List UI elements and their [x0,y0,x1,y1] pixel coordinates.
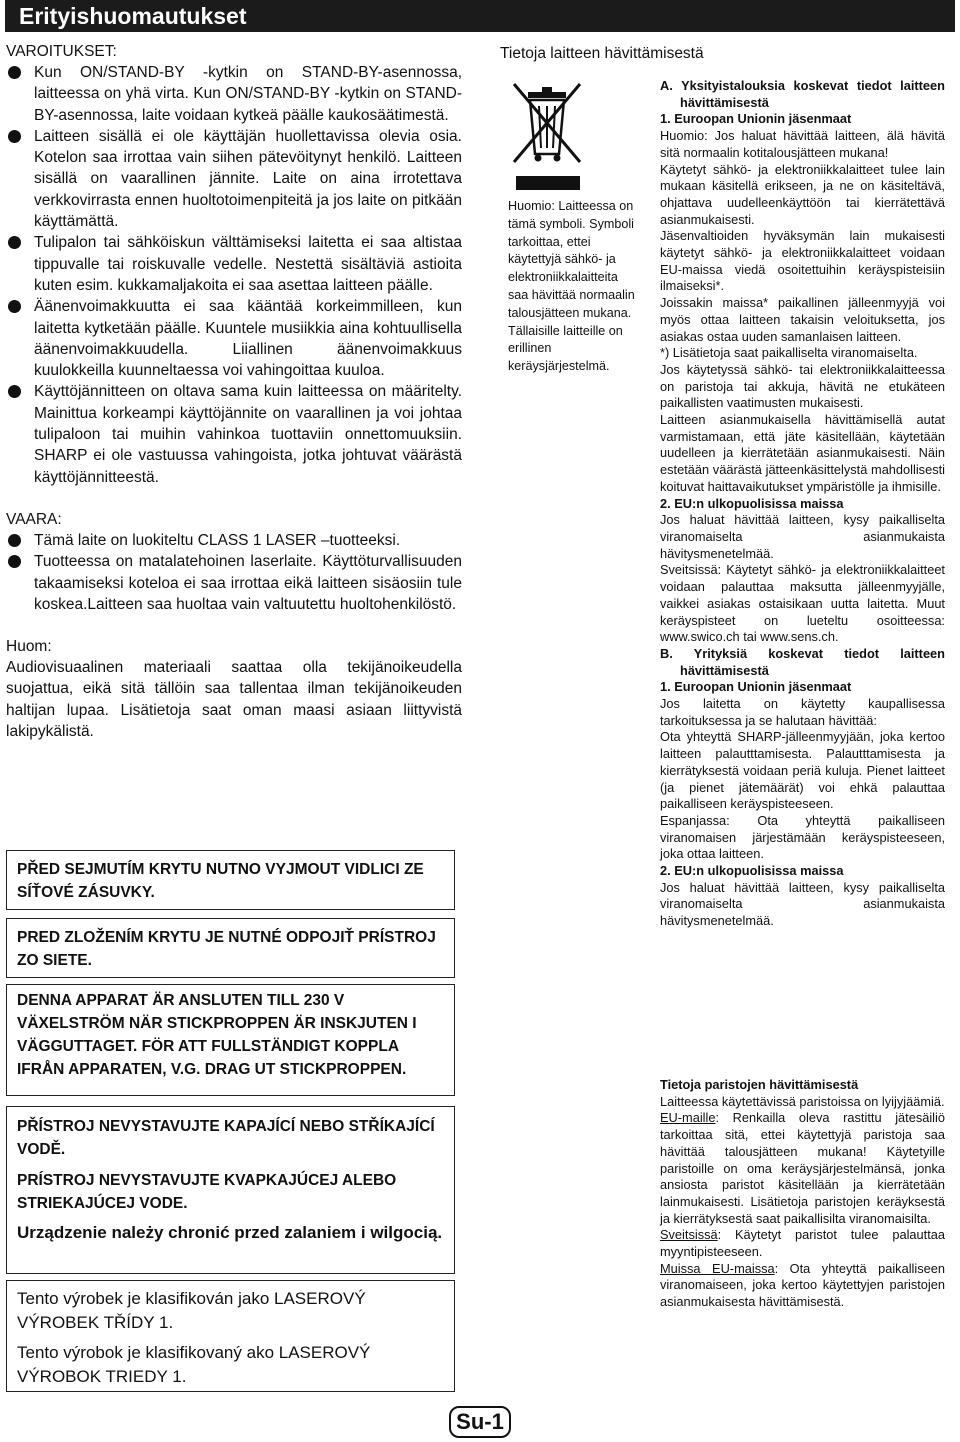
section-b1-heading: 1. Euroopan Unionin jäsenmaat [660,679,852,695]
warning-box-text: Tento výrobok je klasifikovaný ako LASEROVÝ VÝROBOK TRIEDY 1. [17,1343,371,1386]
warning-item: Kun ON/STAND-BY -kytkin on STAND-BY-asennossa, laitteessa on yhä virta. Kun ON/STAND-BY -kytkin on STAND-BY-asennossa, laite voidaan kytkeä päälle kaukosäätimestä. [6,62,462,126]
section-a1-text: Huomio: Jos haluat hävittää laitteen, älä hävitä sitä normaalin kotitalousjätteen mukana! Käytetyt sähkö- ja elektroniikkalaitteet tulee lain mukaan käsitellä erikseen, ja ne on käsiteltävä, ohjattava uudelleenkäyttöön tai kierrätettävä asianmukaisesti. Jäsenvaltioiden hyväksymän lain mukaisesti käytetyt sähkö- ja elektroniikkalaitteet voidaan EU-maissa viedä osoitettuihin keräyspisteisiin ilmaiseksi*. Joissakin maissa* paikallinen jälleenmyyjä voi myös ottaa laitteen takaisin veloituksetta, jos asiakas ostaa uuden samanlaisen laitteen. [660,128,945,344]
safety-warnings-column [6,42,462,742]
warning-box-text: Urządzenie należy chronić przed zalaniem i wilgocią. [17,1223,443,1242]
warning-box-laser [6,1280,455,1392]
battery-ch-paragraph [660,1227,945,1260]
warning-box-text: PRED ZLOŽENÍM KRYTU JE NUTNÉ ODPOJIŤ PRÍSTROJ ZO SIETE. [17,929,436,969]
warnings-list [6,62,462,488]
disposal-title: Tietoja laitteen hävittämisestä [500,45,704,62]
section-a1-footnote: *) Lisätietoja saat paikalliselta viranomaiselta. [660,345,918,361]
section-a1-text-2: Jos käytetyssä sähkö- tai elektroniikkalaitteessa on paristoja tai akkuja, hävitä ne etukäteen paikallisten vaatimusten mukaisesti. Laitteen asianmukaisella hävittämisellä autat varmistamaan, että jäte käsitellään, käytetään uudelleen ja kierrätetään asianmukaisesti. Näin estetään väärästä jätteenkäsittelystä mahdollisesti koituvat haittavaikutukset ympäristölle ja ihmisille. [660,361,945,494]
crossed-out-bin-icon [508,80,586,190]
battery-info-column [660,1077,945,1311]
warning-item: Äänenvoimakkuutta ei saa kääntää korkeimmilleen, kun laitetta kytketään päälle. Kuuntele musiikkia aina kohtuullisella äänenvoimakkuudella. Liiallinen äänenvoimakkuus kuulokkeilla kuunneltaessa voi vahingoittaa kuuloa. [6,296,462,381]
warning-item: Tulipalon tai sähköiskun välttämiseksi laitetta ei saa altistaa tippuvalle tai roiskuvalle vedelle. Nestettä sisältäviä astioita kuten esim. kukkamaljakoita ei saa asettaa laitteen päälle. [6,232,462,296]
section-a1-heading: 1. Euroopan Unionin jäsenmaat [660,111,852,127]
warning-item: Käyttöjännitteen on oltava sama kuin laitteessa on määritelty. Mainittua korkeampi käyttöjännite on vaarallinen ja voi johtaa tulipaloon tai muihin vahinkoa tuottaviin onnettomuuksiin. SHARP ei ole vastuussa vahingoista, jotka johtuvat väärästä käyttöjännitteestä. [6,381,462,487]
copyright-note: Audiovisuaalinen materiaali saattaa olla tekijänoikeudella suojattua, eikä sitä tällöin saa tallentaa ilman tekijänoikeuden haltijan lupaa. Lisätietoja saat oman maasi asiaan liittyvistä lakipykälistä. [6,659,462,741]
warning-item: Laitteen sisällä ei ole käyttäjän huollettavissa olevia osia. Kotelon saa irrottaa vain siihen pätevöitynyt henkilö. Laitteen sisällä on vaarallinen jännite. Laite on aina irrotettava verkkovirrasta ennen huoltotoimenpiteitä ja jos laite on pitkään käyttämättä. [6,126,462,232]
battery-eu-label: EU-maille [660,1110,716,1126]
warning-box-text: DENNA APPARAT ÄR ANSLUTEN TILL 230 V VÄXELSTRÖM NÄR STICKPROPPEN ÄR INSKJUTEN I VÄGGUTTAGET. FÖR ATT FULLSTÄNDIGT KOPPLA IFRÅN APPARATEN, V.G. DRAG UT STICKPROPPEN. [17,992,417,1078]
warnings-heading: VAROITUKSET: [6,43,117,60]
section-b-heading: B. Yrityksiä koskevat tiedot laitteen hävittämisestä [660,645,945,678]
warning-box-text: PRÍSTROJ NEVYSTAVUJTE KVAPKAJÚCEJ ALEBO STRIEKAJÚCEJ VODE. [17,1172,397,1212]
warning-box-cz-power [6,850,455,910]
warning-box-se-power [6,984,455,1096]
section-a2-text: Jos haluat hävittää laitteen, kysy paikalliselta viranomaiselta asianmukaista hävitysmenetelmää. Sveitsissä: Käytetyt sähkö- ja elektroniikkalaitteet voidaan palauttaa maksutta jälleenmyyjälle, vaikkei asiakas ostaisikaan uutta laitetta. Muut keräyspisteet on lueteltu osoitteessa: www.swico.ch tai www.sens.ch. [660,512,945,645]
section-b1-text: Jos laitetta on käytetty kaupallisessa tarkoituksessa ja se halutaan hävittää: Ota yhteyttä SHARP-jälleenmyyjään, joka kertoo laitteen palautttamisesta. Palautttamisesta ja kierrätyksestä voidaan periä kuluja. Pienet laitteet (ja pienet jätemäärät) voi ehkä palauttaa paikalliseen keräyspisteeseen. Espanjassa: Ota yhteyttä paikalliseen viranomaisen järjestämään keräyspisteeseen, joka ottaa laitteen. [660,696,945,862]
danger-item: Tuotteessa on matalatehoinen laserlaite. Käyttöturvallisuuden takaamiseksi koteloa ei saa irrottaa eikä laitteen sisäosiin tule koskea.Laitteen saa huoltaa vain valtuutettu huoltohenkilöstö. [6,551,462,615]
section-header-bar [5,0,955,32]
warning-box-sk-power [6,918,455,978]
warning-box-text: Tento výrobek je klasifikován jako LASEROVÝ VÝROBEK TŘÍDY 1. [17,1289,366,1332]
battery-eu-text: : Renkailla oleva rastittu jätesäiliö tarkoittaa sitä, ettei käytettyjä paristoja saa hävittää talousjätteen mukana! Käytetyille paristoille on oma keräysjärjestelmänsä, jonka ansiosta paristot käsitellään ja kierrätetään lainmukaisesti. Lisätietoja paristojen keräyksestä ja kierrätyksestä saat paikallisilta viranomaisilta. [660,1110,945,1226]
battery-heading: Tietoja paristojen hävittämisestä [660,1077,859,1092]
danger-item: Tämä laite on luokiteltu CLASS 1 LASER –tuotteeksi. [6,530,462,551]
section-b2-text: Jos haluat hävittää laitteen, kysy paikalliselta viranomaiselta asianmukaista hävitysmenetelmää. [660,879,945,929]
battery-other-label: Muissa EU-maissa [660,1260,775,1276]
battery-other-paragraph [660,1261,945,1311]
section-title: Erityishuomautukset [19,3,247,29]
battery-intro: Laitteessa käytettävissä paristoissa on lyijyjäämiä. [660,1093,945,1109]
warning-box-water [6,1106,455,1274]
symbol-note: Huomio: Laitteessa on tämä symboli. Symboli tarkoittaa, ettei käytettyjä sähkö- ja elektroniikkalaitteita saa hävittää normaalin talousjätteen mukana. Tällaisille laitteille on erillinen keräysjärjestelmä. [508,199,635,374]
warning-box-text: PŘÍSTROJ NEVYSTAVUJTE KAPAJÍCÍ NEBO STŘÍKAJÍCÍ VODĚ. [17,1118,435,1158]
section-a2-heading: 2. EU:n ulkopuolisissa maissa [660,495,844,511]
page-number: Su-1 [449,1406,511,1438]
battery-ch-label: Sveitsissä [660,1227,718,1243]
note-heading: Huom: [6,638,52,656]
danger-heading: VAARA: [6,510,62,528]
battery-eu-paragraph [660,1110,945,1227]
warning-box-text: PŘED SEJMUTÍM KRYTU NUTNO VYJMOUT VIDLICI ZE SÍŤOVÉ ZÁSUVKY. [17,861,424,901]
danger-list [6,530,462,615]
battery-ch-text: : Käytetyt paristot tulee palauttaa myyntipisteeseen. [660,1227,945,1260]
section-b2-heading: 2. EU:n ulkopuolisissa maissa [660,863,844,879]
disposal-info-column [660,78,945,930]
battery-other-text: : Ota yhteyttä paikalliseen viranomaiseen, joka kertoo käytettyjen paristojen asianmukaisesta hävittämisestä. [660,1260,945,1310]
section-a-heading: A. Yksityistalouksia koskevat tiedot laitteen hävittämisestä [660,78,945,110]
